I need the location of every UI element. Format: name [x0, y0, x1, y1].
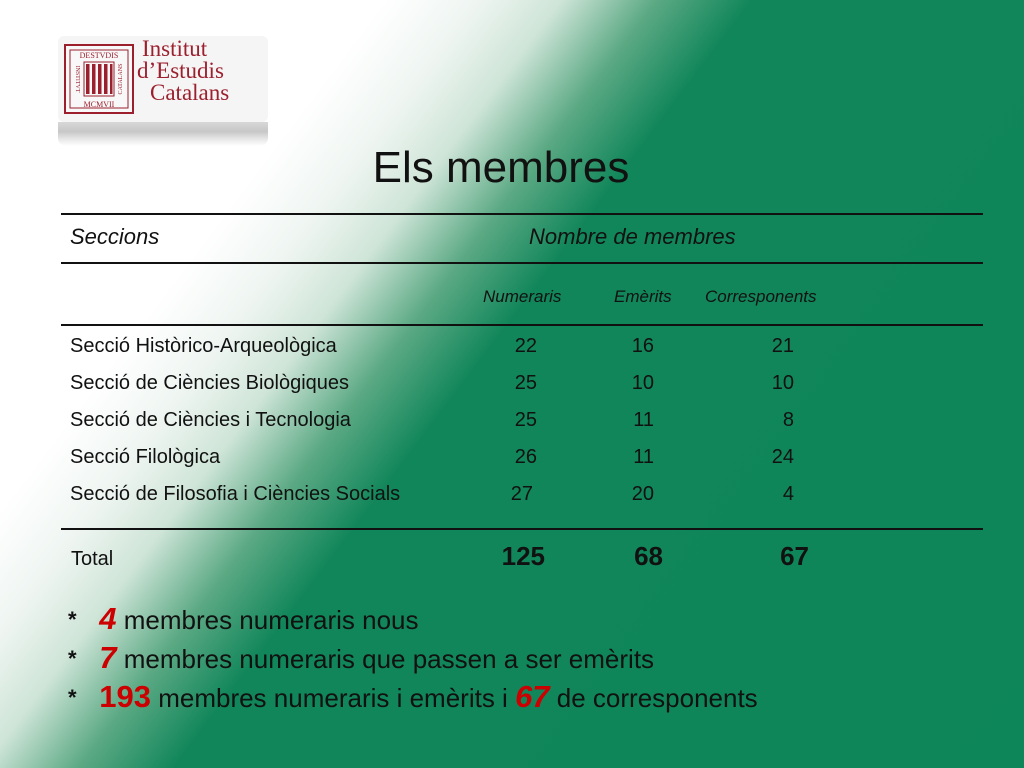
note-line-1 [68, 600, 988, 639]
section-name: Secció de Filosofia i Ciències Socials [70, 483, 401, 505]
numeraris-value: 25 [514, 409, 537, 431]
emerits-value: 11 [633, 409, 654, 431]
corresponents-value: 21 [771, 335, 794, 357]
corresponents-value: 24 [771, 446, 794, 468]
note-star: * [68, 646, 77, 671]
table-row [0, 483, 1024, 513]
page-title: Els membres [372, 143, 630, 192]
table-row [0, 335, 1024, 365]
total-numeraris: 125 [501, 541, 545, 571]
notes [68, 600, 988, 717]
table-header-nombre-membres: Nombre de membres [529, 224, 736, 249]
emerits-value: 20 [631, 483, 654, 505]
numeraris-value: 22 [514, 335, 537, 357]
subheader-numeraris: Numeraris [483, 287, 562, 306]
table-header-seccions: Seccions [70, 224, 160, 249]
note-number: 7 [99, 640, 117, 675]
institution-logo [58, 36, 270, 146]
corresponents-value: 10 [771, 372, 794, 394]
emerits-value: 10 [631, 372, 654, 394]
emerits-value: 16 [631, 335, 654, 357]
numeraris-value: 26 [514, 446, 537, 468]
table-bottom-rule [61, 528, 983, 530]
section-name: Secció Històrico-Arqueològica [70, 335, 337, 357]
note-star: * [68, 607, 77, 632]
note-text: membres numeraris i emèrits i [158, 683, 516, 713]
table-row [0, 409, 1024, 439]
subheader-corresponents: Corresponents [705, 287, 817, 306]
numeraris-value: 25 [514, 372, 537, 394]
note-line-3 [68, 678, 988, 717]
note-text: membres numeraris nous [123, 605, 419, 635]
emerits-value: 11 [633, 446, 654, 468]
section-name: Secció de Ciències Biològiques [70, 372, 350, 394]
institution-name-line-1: Institut [142, 36, 208, 61]
table-row [0, 372, 1024, 402]
institution-name-line-2: d’Estudis [137, 58, 224, 83]
institution-seal-icon [64, 44, 134, 114]
table-header-rule [61, 262, 983, 264]
section-name: Secció Filològica [70, 446, 221, 468]
total-label: Total [71, 548, 114, 570]
institution-name [137, 36, 230, 105]
note-line-2 [68, 639, 988, 678]
numeraris-value: 27 [510, 483, 533, 505]
note-number: 4 [99, 601, 117, 636]
corresponents-value: 8 [782, 409, 794, 431]
total-emerits: 68 [634, 541, 663, 571]
section-name: Secció de Ciències i Tecnologia [70, 409, 351, 431]
total-corresponents: 67 [780, 541, 809, 571]
note-text: membres numeraris que passen a ser emèrits [123, 644, 655, 674]
table-row [0, 446, 1024, 476]
table-subheader-rule [61, 324, 983, 326]
seal-bottom-text: MCMVII [83, 100, 115, 109]
note-star: * [68, 685, 77, 710]
note-text: de corresponents [556, 683, 758, 713]
seal-right-text: CATALANS [118, 63, 124, 95]
seal-left-text: INSTITVT [74, 65, 80, 93]
note-number: 193 [99, 679, 151, 714]
institution-name-line-3: Catalans [150, 80, 230, 105]
note-number: 67 [515, 679, 550, 714]
corresponents-value: 4 [782, 483, 794, 505]
subheader-emerits: Emèrits [614, 287, 672, 306]
table-top-rule [61, 213, 983, 215]
seal-top-text: DESTVDIS [79, 51, 119, 60]
